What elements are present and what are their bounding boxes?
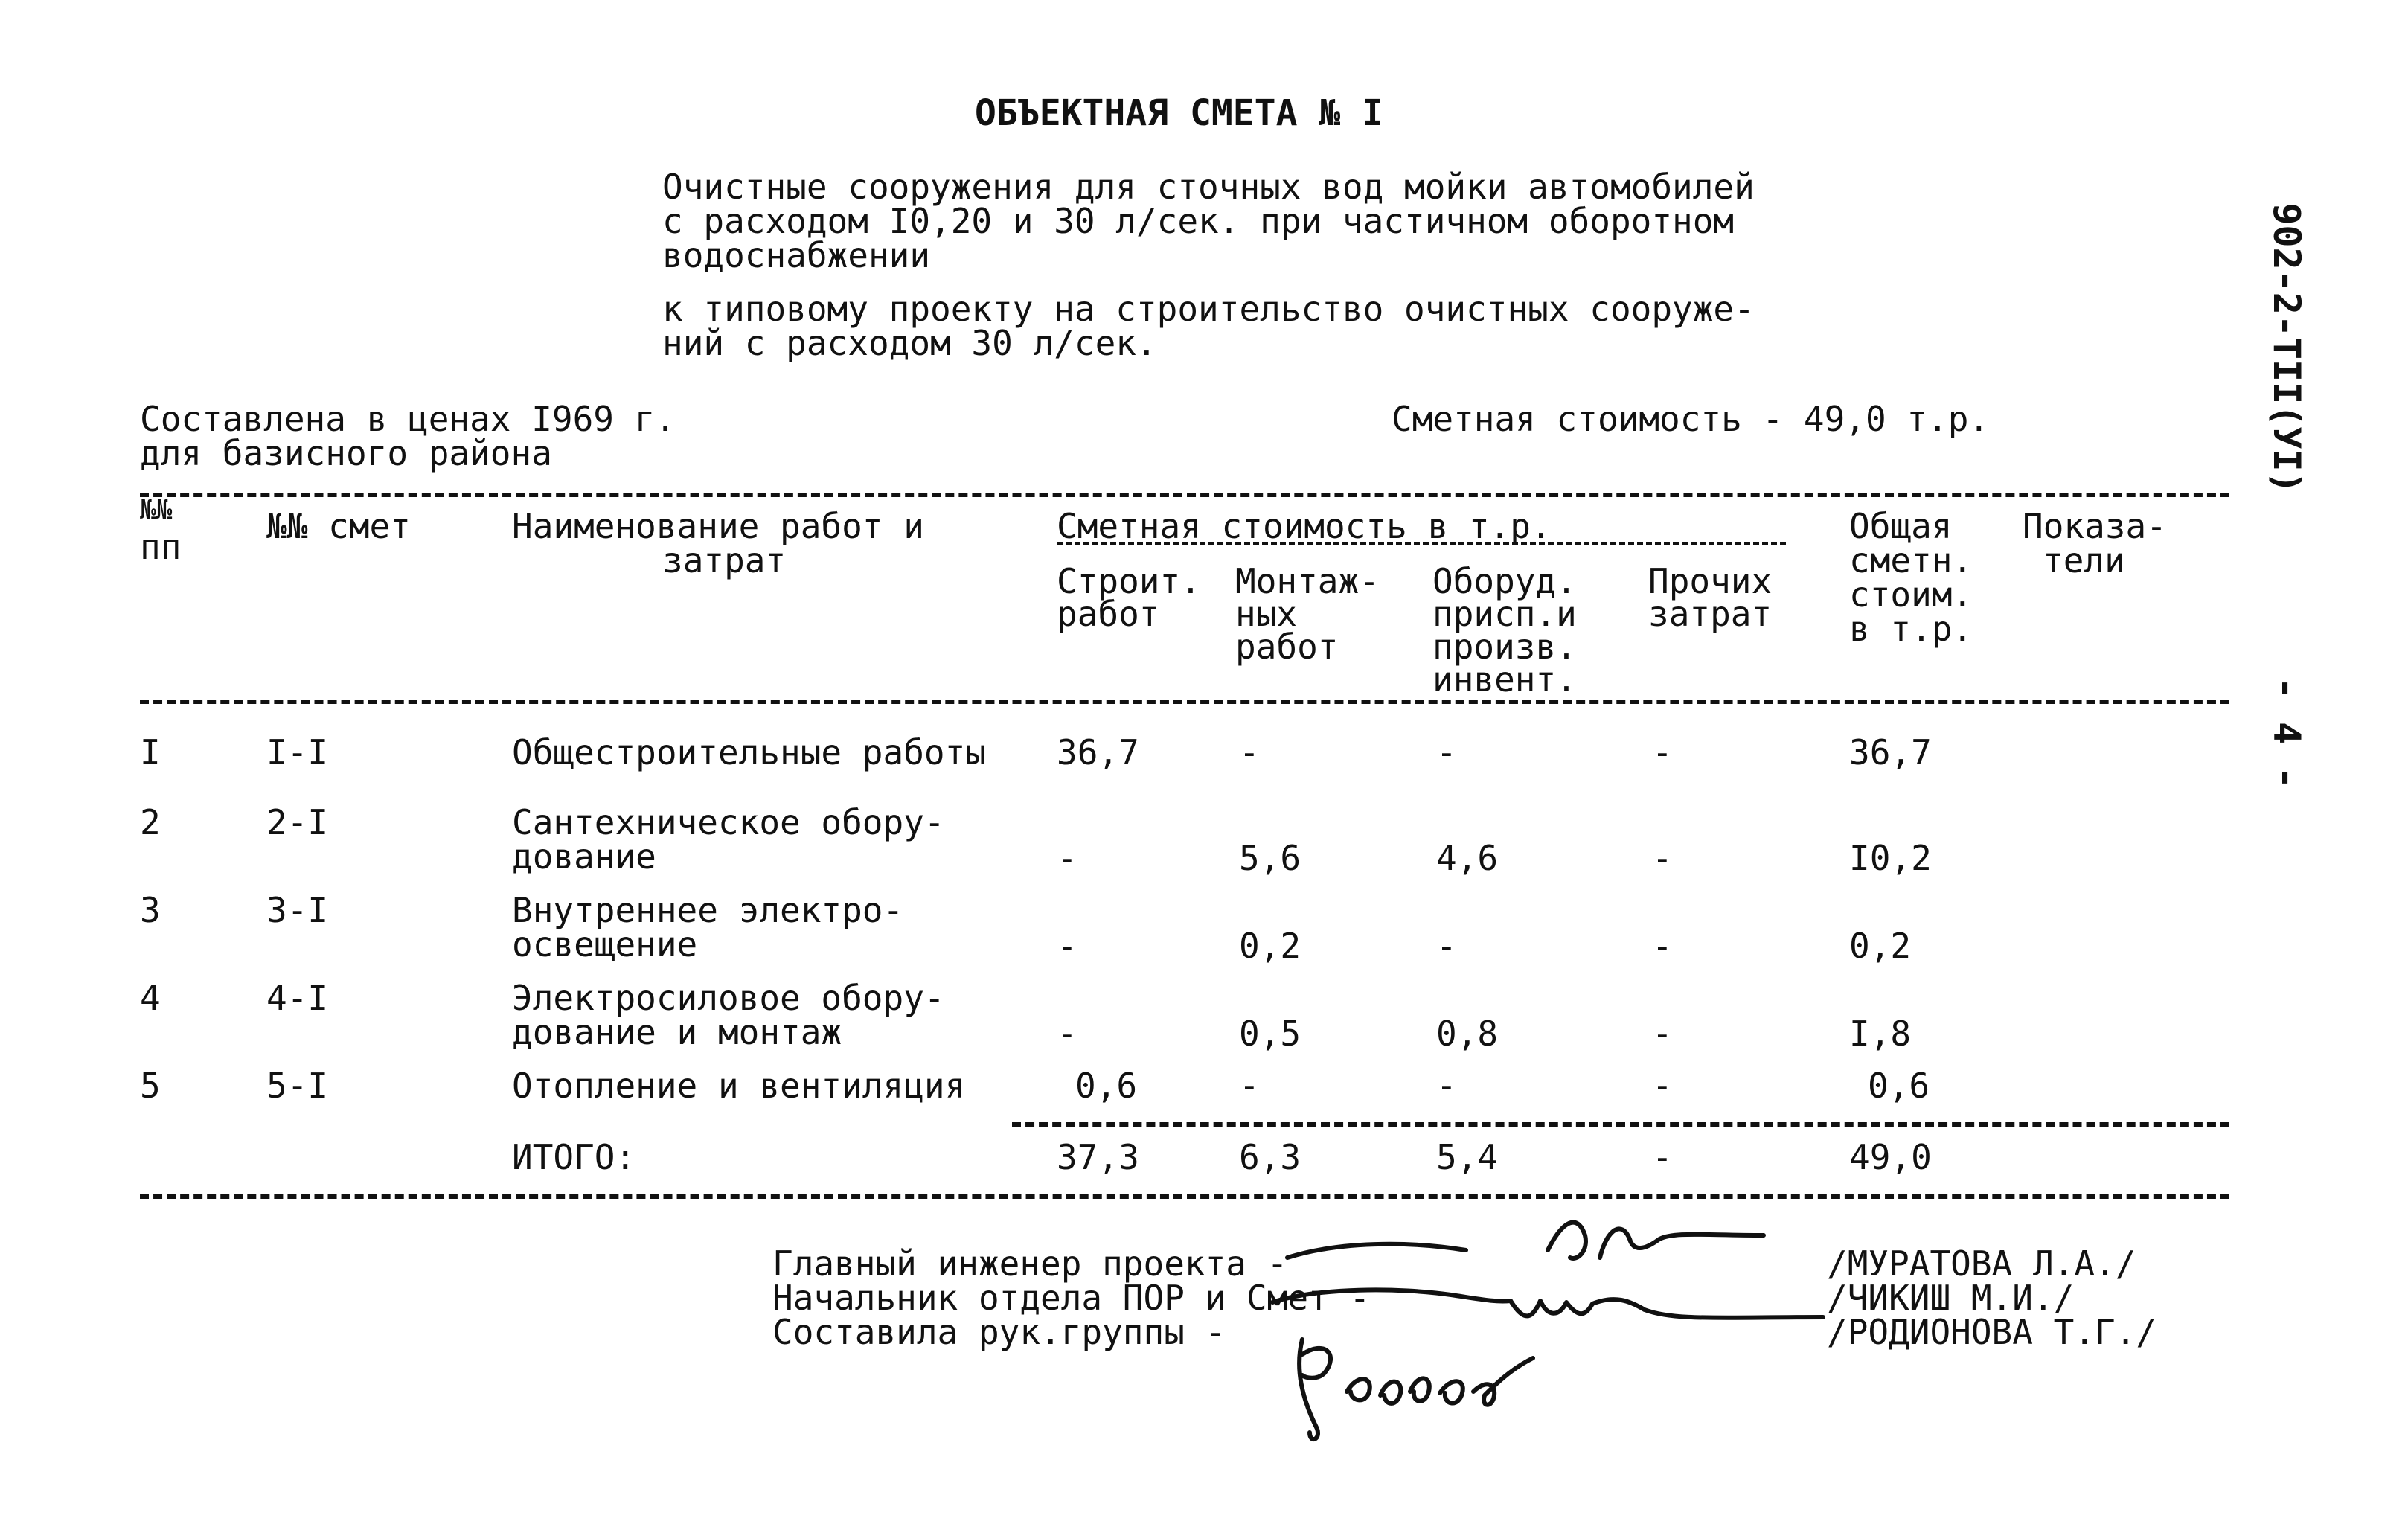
row-5-other: - [1652,1066,1673,1106]
row-5-num: 5 [140,1066,161,1106]
signature-name-3: /РОДИОНОВА Т.Г./ [1827,1312,2157,1352]
row-4-est: 4-I [266,978,329,1018]
row-3-equip: - [1436,926,1457,966]
row-3-other: - [1652,926,1673,966]
prices-line-2: для базисного района [140,433,552,473]
row-4-name-2: дование и монтаж [512,1012,842,1052]
row-1-name-1: Общестроительные работы [512,732,986,772]
row-2-total: I0,2 [1849,838,1932,878]
col-head-num-2: пп [140,527,182,567]
totals-label: ИТОГО: [512,1137,636,1177]
row-2-build: - [1057,838,1077,878]
row-2-name-2: дование [512,836,656,877]
col-head-name-2: затрат [662,540,787,580]
signature-role-3: Составила рук.группы - [772,1312,1226,1352]
col-head-other-1: Прочих [1648,561,1773,601]
row-4-total: I,8 [1849,1014,1912,1054]
row-4-build: - [1057,1014,1077,1054]
col-head-num-1: №№ [140,495,173,525]
project-line-1: к типовому проекту на строительство очистных сооруже- [662,289,1755,329]
table-top-rule [140,493,2229,497]
row-1-equip: - [1436,732,1457,772]
row-1-num: I [140,732,161,772]
row-2-mount: 5,6 [1239,838,1301,878]
col-head-build-1: Строит. [1057,561,1201,601]
totals-other: - [1652,1137,1673,1177]
subtitle-line-1: Очистные сооружения для сточных вод мойки автомобилей [662,167,1755,207]
row-5-equip: - [1436,1066,1457,1106]
row-1-est: I-I [266,732,329,772]
row-2-equip: 4,6 [1436,838,1499,878]
row-3-num: 3 [140,890,161,930]
col-head-total-2: сметн. [1849,540,1973,580]
totals-build: 37,3 [1057,1137,1139,1177]
row-2-est: 2-I [266,802,329,842]
row-5-total: 0,6 [1868,1066,1930,1106]
col-head-group: Сметная стоимость в т.р. [1057,506,1552,546]
row-3-build: - [1057,926,1077,966]
row-3-est: 3-I [266,890,329,930]
col-head-equip-2: присп.и [1432,594,1577,634]
totals-mount: 6,3 [1239,1137,1301,1177]
col-head-name-1: Наименование работ и [512,506,924,546]
row-2-name-1: Сантехническое обору- [512,802,945,842]
row-5-build: 0,6 [1075,1066,1138,1106]
row-4-name-1: Электросиловое обору- [512,978,945,1018]
subtitle-line-3: водоснабжении [662,235,931,275]
row-3-mount: 0,2 [1239,926,1301,966]
row-1-other: - [1652,732,1673,772]
row-4-equip: 0,8 [1436,1014,1499,1054]
side-code: 902-2-TII(УI) [2265,202,2308,494]
row-1-total: 36,7 [1849,732,1932,772]
totals-top-rule [1012,1122,2229,1127]
col-head-build-2: работ [1057,594,1160,634]
prices-line-1: Составлена в ценах I969 г. [140,399,676,439]
col-head-total-3: стоим. [1849,574,1973,615]
row-3-name-1: Внутреннее электро- [512,890,904,930]
col-head-equip-3: произв. [1432,627,1577,667]
row-2-num: 2 [140,802,161,842]
header-bottom-rule [140,700,2229,704]
col-head-ind-1: Показа- [2023,506,2167,546]
signature-role-1: Главный инженер проекта - [772,1243,1288,1284]
signature-role-2: Начальник отдела ПОР и Смет - [772,1278,1371,1318]
signature-name-2: /ЧИКИШ М.И./ [1827,1278,2075,1318]
table-bottom-rule [140,1194,2229,1199]
page-number: - 4 - [2265,676,2308,790]
handwritten-signatures [1228,1206,1838,1459]
col-head-equip-4: инвент. [1432,659,1577,700]
col-head-mount-3: работ [1235,627,1339,667]
col-head-equip-1: Оборуд. [1432,561,1577,601]
project-line-2: ний с расходом 30 л/сек. [662,323,1157,363]
row-1-build: 36,7 [1057,732,1139,772]
row-3-name-2: освещение [512,924,698,964]
signature-name-1: /МУРАТОВА Л.А./ [1827,1243,2136,1284]
row-5-est: 5-I [266,1066,329,1106]
col-head-est: №№ смет [266,506,411,546]
col-head-total-4: в т.р. [1849,609,1973,649]
row-3-total: 0,2 [1849,926,1912,966]
row-5-name-1: Отопление и вентиляция [512,1066,966,1106]
row-2-other: - [1652,838,1673,878]
col-head-total-1: Общая [1849,506,1953,546]
col-head-mount-1: Монтаж- [1235,561,1380,601]
col-head-mount-2: ных [1235,594,1298,634]
col-head-ind-2: тели [2043,540,2125,580]
estimated-cost: Сметная стоимость - 49,0 т.р. [1392,399,1990,439]
row-4-other: - [1652,1014,1673,1054]
row-4-mount: 0,5 [1239,1014,1301,1054]
document-title: ОБЪЕКТНАЯ СМЕТА № I [975,92,1384,134]
row-4-num: 4 [140,978,161,1018]
row-1-mount: - [1239,732,1260,772]
totals-equip: 5,4 [1436,1137,1499,1177]
totals-total: 49,0 [1849,1137,1932,1177]
col-head-other-2: затрат [1648,594,1773,634]
row-5-mount: - [1239,1066,1260,1106]
subtitle-line-2: с расходом I0,20 и 30 л/сек. при частичном оборотном [662,201,1735,241]
